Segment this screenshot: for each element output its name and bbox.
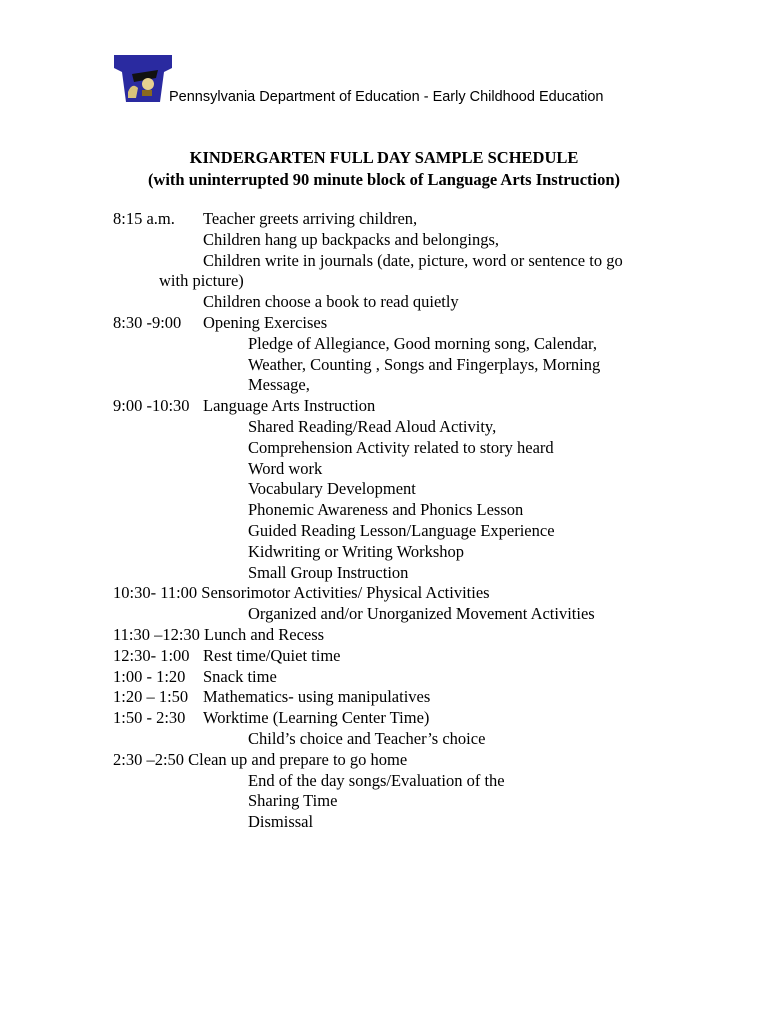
schedule-line — [0, 729, 768, 750]
keystone-seal-icon — [112, 52, 174, 104]
schedule-time: 12:30- 1:00 — [113, 645, 190, 665]
schedule-time: 1:20 – 1:50 — [113, 687, 189, 707]
schedule-line — [0, 438, 768, 459]
schedule-line — [0, 563, 768, 584]
schedule-line — [0, 625, 768, 646]
schedule-line — [0, 417, 768, 438]
schedule-activity: Guided Reading Lesson/Language Experience — [248, 520, 555, 540]
schedule-activity: Pledge of Allegiance, Good morning song, Calendar, — [248, 333, 597, 353]
schedule-line — [0, 542, 768, 563]
schedule-time: 8:15 a.m. — [113, 209, 175, 228]
schedule-activity: Teacher greets arriving children, — [203, 209, 418, 228]
schedule-line — [0, 500, 768, 521]
schedule-list — [0, 209, 768, 833]
schedule-activity: Sharing Time — [248, 791, 338, 811]
schedule-line — [0, 271, 768, 292]
schedule-line — [0, 604, 768, 625]
schedule-activity: Snack time — [203, 666, 277, 686]
schedule-line — [0, 396, 768, 417]
schedule-activity: End of the day songs/Evaluation of the — [248, 770, 505, 790]
schedule-activity: 10:30- 11:00 Sensorimotor Activities/ Physical Activities — [113, 583, 490, 603]
schedule-activity: Worktime (Learning Center Time) — [203, 708, 430, 728]
schedule-line — [0, 209, 768, 230]
schedule-line — [0, 750, 768, 771]
schedule-line — [0, 791, 768, 812]
schedule-activity: Word work — [248, 458, 323, 478]
schedule-activity: Children write in journals (date, picture, word or sentence to go — [203, 250, 623, 270]
schedule-line — [0, 334, 768, 355]
schedule-line — [0, 521, 768, 542]
schedule-activity: Language Arts Instruction — [203, 396, 376, 416]
schedule-activity: Shared Reading/Read Aloud Activity, — [248, 416, 497, 436]
schedule-line — [0, 230, 768, 251]
schedule-activity: Child’s choice and Teacher’s choice — [248, 728, 486, 748]
schedule-activity: Message, — [248, 375, 310, 395]
document-subtitle: (with uninterrupted 90 minute block of Language Arts Instruction) — [147, 170, 621, 189]
schedule-activity: Organized and/or Unorganized Movement Activities — [248, 604, 595, 624]
schedule-activity: 2:30 –2:50 Clean up and prepare to go home — [113, 749, 408, 769]
schedule-activity: Children hang up backpacks and belongings, — [203, 229, 500, 249]
schedule-line — [0, 667, 768, 688]
schedule-activity: Rest time/Quiet time — [203, 645, 341, 665]
schedule-activity: Comprehension Activity related to story heard — [248, 437, 554, 457]
schedule-line — [0, 292, 768, 313]
schedule-line — [0, 708, 768, 729]
schedule-activity: with picture) — [159, 271, 244, 291]
schedule-time: 1:00 - 1:20 — [113, 666, 186, 686]
schedule-time: 9:00 -10:30 — [113, 396, 190, 416]
schedule-activity: Opening Exercises — [203, 312, 328, 332]
schedule-line — [0, 812, 768, 833]
schedule-activity: Vocabulary Development — [248, 479, 416, 499]
schedule-line — [0, 355, 768, 376]
schedule-line — [0, 687, 768, 708]
schedule-line — [0, 251, 768, 272]
schedule-activity: Small Group Instruction — [248, 562, 409, 582]
schedule-activity: Phonemic Awareness and Phonics Lesson — [248, 500, 524, 520]
schedule-line — [0, 459, 768, 480]
schedule-activity: Mathematics- using manipulatives — [203, 687, 431, 707]
schedule-time: 8:30 -9:00 — [113, 312, 182, 332]
schedule-line — [0, 479, 768, 500]
schedule-time: 1:50 - 2:30 — [113, 708, 186, 728]
schedule-line — [0, 313, 768, 334]
schedule-line — [0, 375, 768, 396]
schedule-activity: Kidwriting or Writing Workshop — [248, 541, 465, 561]
schedule-activity: Weather, Counting , Songs and Fingerplays, Morning — [248, 354, 601, 374]
header-text: Pennsylvania Department of Education - Early Childhood Education — [169, 89, 604, 105]
schedule-activity: Children choose a book to read quietly — [203, 292, 459, 312]
schedule-activity: Dismissal — [248, 812, 314, 832]
document-title: KINDERGARTEN FULL DAY SAMPLE SCHEDULE — [189, 148, 579, 167]
schedule-activity: 11:30 –12:30 Lunch and Recess — [113, 624, 325, 644]
schedule-line — [0, 771, 768, 792]
schedule-line — [0, 646, 768, 667]
schedule-line — [0, 583, 768, 604]
